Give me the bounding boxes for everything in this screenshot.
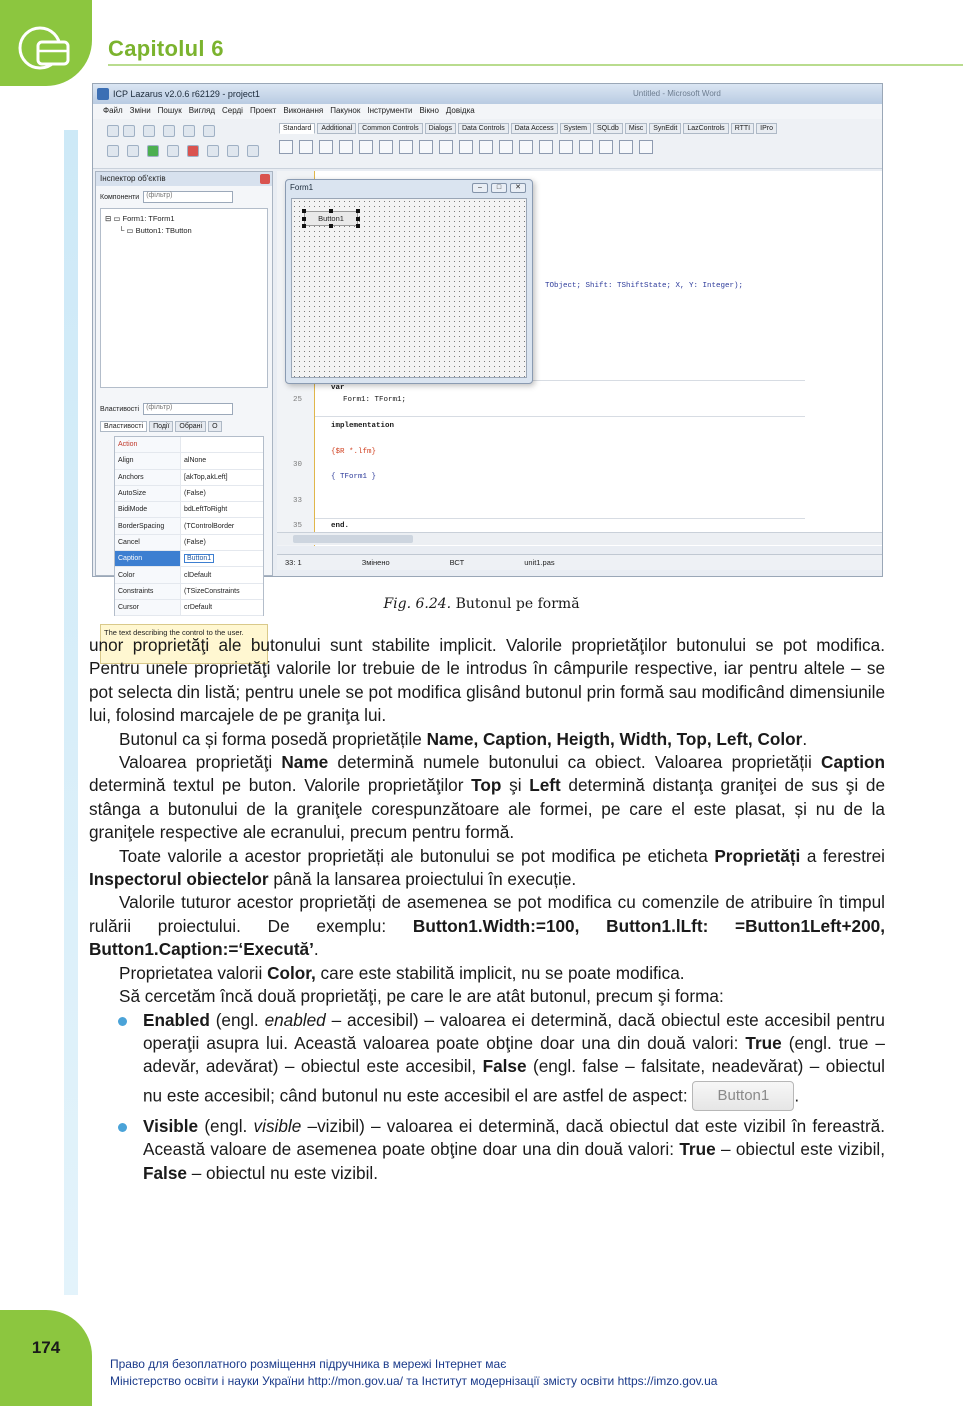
page-number: 174 <box>31 1338 61 1357</box>
code-separator <box>315 518 805 519</box>
label-icon[interactable] <box>359 140 373 154</box>
listbox-icon[interactable] <box>479 140 493 154</box>
step-out-icon[interactable] <box>247 145 259 157</box>
chapter-title: Capitolul 6 <box>108 36 224 61</box>
save-all-icon[interactable] <box>163 125 175 137</box>
lazarus-app-icon <box>97 88 109 100</box>
pointer-tool-icon[interactable] <box>279 140 293 154</box>
laptop-icon <box>14 20 74 70</box>
palette-tab[interactable]: LazControls <box>683 123 728 134</box>
caption-value-input[interactable]: Button1 <box>184 554 214 563</box>
component-palette-icons <box>279 140 653 154</box>
code-line-directive: {$R *.lfm} <box>331 448 377 456</box>
properties-filter-row <box>100 403 233 415</box>
ide-menu-bar <box>93 104 882 119</box>
menu-item[interactable]: Пакунок <box>330 106 361 115</box>
memo-icon[interactable] <box>399 140 413 154</box>
button1-on-form[interactable]: Button1 <box>304 211 358 226</box>
properties-filter-input[interactable]: (фільтр) <box>143 403 233 415</box>
property-row[interactable]: Anchors [akTop,akLeft] <box>115 470 263 486</box>
resize-handle[interactable] <box>356 224 360 228</box>
code-separator <box>315 416 805 417</box>
bullet-dot-icon <box>118 1017 127 1026</box>
pause-icon[interactable] <box>167 145 179 157</box>
property-row[interactable]: BorderSpacing (TControlBorder <box>115 518 263 534</box>
list-item-visible: Visible (engl. visible –vizibil) – valoarea ei determină, dacă obiectul dat este vizibil în fereastră. Această valoare de asemenea poate obţine doar una din două valori: True – obiectul este vizibil, False – obiectul nu este vizibil. <box>89 1115 885 1185</box>
resize-handle[interactable] <box>356 217 360 221</box>
view-units-icon[interactable] <box>203 125 215 137</box>
menu-item[interactable]: Проект <box>249 106 277 115</box>
palette-tab[interactable]: Dialogs <box>425 123 456 134</box>
palette-tab[interactable]: IPro <box>756 123 777 134</box>
inspector-title: Інспектор об'єктів <box>96 172 272 186</box>
footer-notice <box>110 1356 717 1390</box>
menu-item[interactable]: Вигляд <box>188 106 216 115</box>
menu-item[interactable]: Файл <box>103 106 123 115</box>
figure-number: Fig. 6.24. <box>383 596 452 612</box>
actionlist-icon[interactable] <box>639 140 653 154</box>
property-row[interactable]: Constraints (TSizeConstraints <box>115 584 263 600</box>
resize-handle[interactable] <box>329 209 333 213</box>
stop-icon[interactable] <box>187 145 199 157</box>
step-over-icon[interactable] <box>227 145 239 157</box>
header-rule <box>108 64 963 66</box>
new-file-icon[interactable] <box>107 125 119 137</box>
menu-item[interactable]: Довідка <box>445 106 475 115</box>
run-icon[interactable] <box>147 145 159 157</box>
paragraph: unor proprietăţi ale butonului sunt stabilite implicit. Valorile proprietăţilor butonului se pot modifica. Pentru unele proprietăţi valorile lor trebuie de le introdus în câmpurile respective, iar pentru altele – se pot selecta din listă; pentru unele se pot modifica glisând butonul prin formă sau modificând dimensiunile lui, folosind marcajele de pe graniţa lui. <box>89 635 885 726</box>
paragraph: Toate valorile a acestor proprietăți ale butonului se pot modifica pe eticheta Proprietăți a ferestrei Inspectorul obiectelor până la lansarea proiectului în execuție. <box>89 845 885 890</box>
property-row[interactable]: Cancel (False) <box>115 535 263 551</box>
palette-tab[interactable]: Standard <box>279 123 315 134</box>
button-icon[interactable] <box>339 140 353 154</box>
code-line-form-decl: Form1: TForm1; <box>343 396 407 404</box>
code-line-implementation: implementation <box>331 422 395 430</box>
frame-icon[interactable] <box>619 140 633 154</box>
menu-item[interactable]: Виконання <box>283 106 324 115</box>
checkbox-icon[interactable] <box>439 140 453 154</box>
radio-button-icon[interactable] <box>459 140 473 154</box>
property-grid <box>114 436 264 616</box>
combobox-icon[interactable] <box>499 140 513 154</box>
page-number-tab <box>0 1310 92 1406</box>
resize-handle[interactable] <box>302 224 306 228</box>
menu-item[interactable]: Серді <box>222 106 243 115</box>
menu-item[interactable]: Пошук <box>157 106 182 115</box>
tree-item-button1[interactable]: └ ▭ Button1: TButton <box>119 226 192 235</box>
components-filter-input[interactable]: (фільтр) <box>143 191 233 203</box>
line-number: 35 <box>293 522 303 530</box>
code-line-signature: TObject; Shift: TShiftState; X, Y: Integer); <box>545 282 744 290</box>
paragraph: Proprietatea valorii Color, care este stabilită implicit, nu se poate modifica. <box>119 962 685 983</box>
tree-item-form1[interactable]: ⊟ ▭ Form1: TForm1 <box>105 214 175 223</box>
editor-horizontal-scrollbar[interactable] <box>277 532 882 545</box>
figure-title: Butonul pe formă <box>455 596 580 612</box>
bullet-dot-icon <box>118 1123 127 1132</box>
footer-line: Міністерство освіти і науки України http://mon.gov.ua/ та Інститут модернізації змісту освіти https://imzo.gov.ua <box>110 1374 718 1388</box>
property-row[interactable]: BidiMode bdLeftToRight <box>115 502 263 518</box>
minimize-icon[interactable]: – <box>472 183 488 193</box>
code-line-comment: { TForm1 } <box>331 473 377 481</box>
tab-favorites[interactable]: Обрані <box>175 421 206 432</box>
radiogroup-icon[interactable] <box>559 140 573 154</box>
component-tree <box>100 208 268 388</box>
chapter-corner-tab <box>0 0 92 86</box>
ide-window-title: ICP Lazarus v2.0.6 r62129 - project1 <box>113 89 260 99</box>
tab-properties[interactable]: Властивості <box>100 421 147 432</box>
popup-menu-icon[interactable] <box>319 140 333 154</box>
palette-tab[interactable]: Data Controls <box>458 123 509 134</box>
scrollbar-thumb[interactable] <box>293 535 413 543</box>
property-row[interactable]: Cursor crDefault <box>115 600 263 616</box>
paragraph: Butonul ca și forma posedă proprietățile Name, Caption, Heigth, Width, Top, Left, Color. <box>119 728 808 749</box>
property-list <box>89 1009 885 1185</box>
property-row[interactable]: AutoSize (False) <box>115 486 263 502</box>
resize-handle[interactable] <box>356 209 360 213</box>
palette-tab[interactable]: SynEdit <box>649 123 681 134</box>
property-row[interactable]: Action <box>115 437 263 453</box>
ide-title-bar <box>93 84 882 104</box>
status-modified: Змінено <box>361 558 390 567</box>
property-row[interactable]: Align alNone <box>115 453 263 469</box>
line-number: 30 <box>293 461 303 469</box>
status-insert-mode: ВСТ <box>449 558 465 567</box>
maximize-icon[interactable]: □ <box>491 183 507 193</box>
paragraph: Valoarea proprietăţi Name determină numele butonului ca obiect. Valoarea proprietății Caption determină textul pe buton. Valorile proprietăţilor Top şi Left determină distanţa graniţei de sus şi de stânga a butonului de la graniţele corespunzătoare ale formei, pe care el este plasat, și nu de la graniţele respective ale ecranului, precum pentru formă. <box>89 752 885 843</box>
palette-tab[interactable]: Data Access <box>511 123 558 134</box>
form-design-surface[interactable] <box>291 198 527 378</box>
toggle-form-icon[interactable] <box>183 125 195 137</box>
property-hint-box: The text describing the control to the user. <box>100 624 268 664</box>
checkgroup-icon[interactable] <box>579 140 593 154</box>
close-icon[interactable]: ✕ <box>510 183 526 193</box>
main-menu-icon[interactable] <box>299 140 313 154</box>
close-icon[interactable] <box>260 174 270 184</box>
tab-more[interactable]: О <box>208 421 221 432</box>
palette-tab[interactable]: SQLdb <box>593 123 623 134</box>
property-row-caption-selected[interactable]: Caption Button1 <box>115 551 263 567</box>
menu-item[interactable]: Вікно <box>419 106 439 115</box>
components-filter-row <box>100 191 233 203</box>
body-text <box>89 634 885 1185</box>
status-position: 33: 1 <box>285 558 302 567</box>
build-icon[interactable] <box>127 145 139 157</box>
components-label: Компоненти <box>100 193 140 201</box>
form-title: Form1 <box>290 183 314 192</box>
view-forms-icon[interactable] <box>107 145 119 157</box>
panel-icon[interactable] <box>599 140 613 154</box>
palette-tab[interactable]: Additional <box>317 123 356 134</box>
property-row[interactable]: Color clDefault <box>115 567 263 583</box>
disabled-button-example: Button1 <box>692 1081 794 1111</box>
background-window-title: Untitled - Microsoft Word <box>633 89 721 98</box>
paragraph: Valorile tuturor acestor proprietăți de asemenea se pot modifica cu comenzile de atribuire în timpul rulării proiectului. De exemplu: Button1.Width:=100, Button1.lLft: =Button1Left+200, Button1.Caption:=‘Execută’. <box>89 892 886 960</box>
line-number: 33 <box>293 497 303 505</box>
code-line-var: var <box>331 384 345 392</box>
palette-tab[interactable]: System <box>560 123 591 134</box>
form-designer-window[interactable] <box>285 179 533 384</box>
scrollbar-icon[interactable] <box>519 140 533 154</box>
figure-caption <box>0 596 963 612</box>
paragraph: Să cercetăm încă două proprietăţi, pe care le are atât butonul, precum şi forma: <box>119 986 724 1007</box>
resize-handle[interactable] <box>329 224 333 228</box>
component-palette-tabs <box>279 123 777 134</box>
properties-label: Властивості <box>100 405 140 413</box>
palette-tab[interactable]: Common Controls <box>358 123 422 134</box>
resize-handle[interactable] <box>302 209 306 213</box>
palette-tab[interactable]: Misc <box>625 123 647 134</box>
footer-line: Право для безоплатного розміщення підручника в мережі Інтернет має <box>110 1357 507 1371</box>
edit-icon[interactable] <box>379 140 393 154</box>
open-file-icon[interactable] <box>123 125 135 137</box>
resize-handle[interactable] <box>302 217 306 221</box>
palette-tab[interactable]: RTTI <box>731 123 754 134</box>
object-inspector <box>95 171 273 637</box>
menu-item[interactable]: Інструменти <box>367 106 413 115</box>
list-item-enabled: Enabled (engl. enabled – accesibil) – valoarea ei determină, dacă obiectul este accesibil pentru operaţii asupra lui. Această valoarea poate obţine doar una din două valori: True (engl. true – adevăr, adevărat) – obiectul este accesibil, False (engl. false – falsitate, neadevărat) – obiectul nu este accesibil; când butonul nu este accesibil el are astfel de aspect: Button1 . <box>89 1009 885 1115</box>
form-window-controls <box>472 183 526 193</box>
side-margin-bar <box>64 130 78 1295</box>
editor-status-bar <box>277 554 882 570</box>
menu-item[interactable]: Зміни <box>129 106 151 115</box>
code-line-end: end. <box>331 522 350 530</box>
save-icon[interactable] <box>143 125 155 137</box>
line-number: 25 <box>293 396 303 404</box>
tab-events[interactable]: Події <box>149 421 173 432</box>
toggle-box-icon[interactable] <box>419 140 433 154</box>
inspector-tabs <box>100 421 222 432</box>
groupbox-icon[interactable] <box>539 140 553 154</box>
status-file-name: unit1.pas <box>524 558 555 567</box>
step-into-icon[interactable] <box>207 145 219 157</box>
